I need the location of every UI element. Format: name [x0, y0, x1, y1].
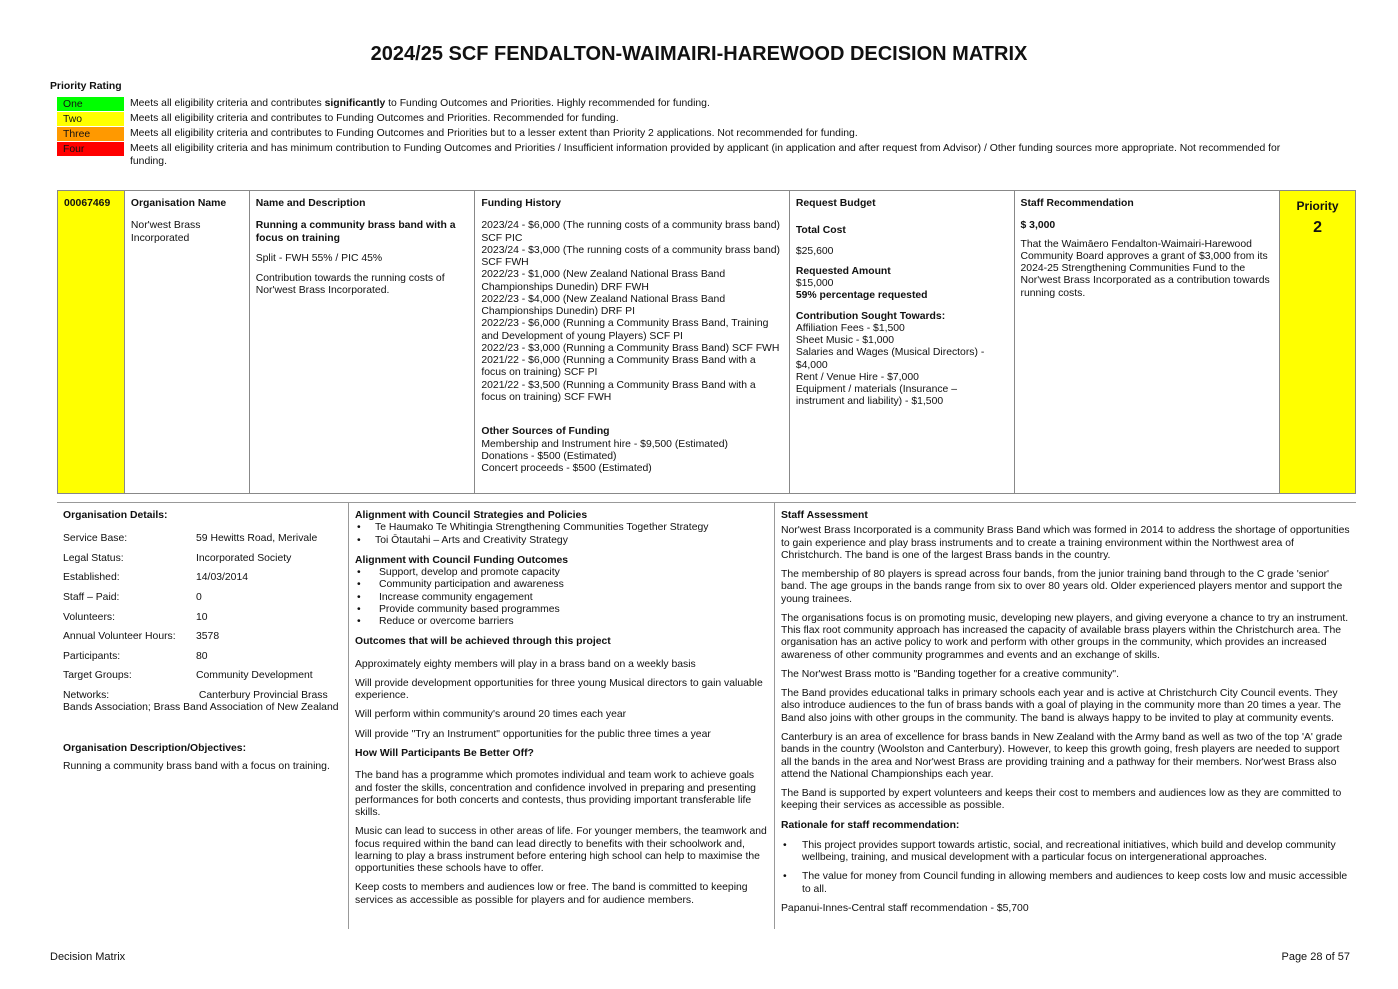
legend-row-three — [57, 127, 1317, 142]
assessment-paragraph: Canterbury is an area of excellence for brass bands in New Zealand with the Army band as well as two of the top 'A' grade bands in the country (Woolston and Canterbury). However, to keep this growth going, fresh players are needed to support all the bands in the area and Nor'west Brass are providing training and a pathway for their members. Nor'west Brass also attend the National Championships each year. — [781, 731, 1343, 780]
detail-row: Staff – Paid: 0 — [63, 591, 202, 603]
name-description-cell — [250, 191, 476, 493]
organisation-details-column — [57, 503, 348, 929]
funding-history-item: 2023/24 - $6,000 (The running costs of a community brass band) SCF PIC — [481, 220, 780, 244]
funding-history-item: 2022/23 - $3,000 (Running a Community Brass Band) SCF FWH — [481, 342, 780, 354]
organisation-name-header: Organisation Name — [130, 198, 227, 209]
staff-assessment-heading: Staff Assessment — [781, 510, 868, 521]
funding-outcomes-list — [355, 567, 768, 628]
project-description: Contribution towards the running costs of Nor'west Brass Incorporated. — [255, 273, 445, 297]
staff-recommendation-header: Staff Recommendation — [1020, 198, 1134, 209]
rationale-list — [781, 840, 1350, 896]
assessment-paragraph: The Band is supported by expert volunteers and keeps their cost to members and audiences low as they are committed to keeping their services as accessible as possible. — [781, 788, 1342, 812]
footer-page-number: Page 28 of 57 — [1281, 951, 1350, 963]
legend-swatch-one: One — [57, 97, 124, 112]
organisation-description: Running a community brass band with a focus on training. — [63, 760, 330, 772]
outcomes-achieved-heading: Outcomes that will be achieved through this project — [355, 636, 611, 648]
detail-row: Annual Volunteer Hours: 3578 — [63, 631, 220, 643]
application-summary-row — [57, 190, 1356, 494]
outcome-achieved-item: Will perform within community's around 20 times each year — [355, 709, 627, 721]
better-off-paragraph: Music can lead to success in other areas of life. For younger members, the teamwork and focus required within the band can lead directly to benefits with their schoolwork and, learning to play a brass instrument before entering high school can help to maximise the opportunities these schools have to offer. — [355, 826, 767, 875]
staff-recommendation-cell — [1015, 191, 1281, 493]
funding-outcome-item: • Community participation and awareness — [355, 579, 768, 591]
detail-row: Service Base: 59 Hewitts Road, Merivale — [63, 533, 318, 545]
organisation-name: Nor'west Brass Incorporated — [130, 220, 201, 244]
funding-history-item: 2021/22 - $3,500 (Running a Community Brass Band with a focus on training) SCF FWH — [481, 379, 756, 403]
request-budget-cell — [790, 191, 1015, 493]
legend-swatch-two: Two — [57, 112, 124, 127]
assessment-paragraph: The Band provides educational talks in primary schools each year and is active at Christchurch City Council events. They also introduce audiences to the fun of brass bands with a goal of playing in the community more than 20 times a year. The Band also joins with other groups in the community. The band is always happy to be invited to play at community events. — [781, 688, 1342, 724]
legend-text-four: Meets all eligibility criteria and has minimum contribution to Funding Outcomes and Priorities / Insufficient information provided by applicant (in application and after request from Advisor) / Other funding sources more appropriate. Not recommended for funding. — [130, 143, 1281, 167]
legend-text-one: Meets all eligibility criteria and contributes significantly to Funding Outcomes and Priorities. Highly recommended for funding. — [130, 98, 710, 109]
legend-row-two — [57, 112, 1317, 127]
priority-cell — [1280, 191, 1355, 493]
strategy-item: • Te Haumako Te Whitingia Strengthening Communities Together Strategy — [355, 522, 768, 534]
outcome-achieved-item: Will provide "Try an Instrument" opportunities for the public three times a year — [355, 728, 711, 740]
better-off-paragraph: Keep costs to members and audiences low or free. The band is committed to keeping services as accessible as possible for players and for audience members. — [355, 882, 748, 906]
rationale-item: • The value for money from Council funding in allowing members and audiences to keep costs low and music accessible to all. — [781, 871, 1350, 896]
contribution-item: Rent / Venue Hire - $7,000 — [795, 371, 919, 383]
funding-history-item: 2022/23 - $4,000 (New Zealand National Brass Band Championships Dunedin) DRF PI — [481, 293, 726, 318]
detail-row: Volunteers: 10 — [63, 611, 208, 623]
legend-swatch-three: Three — [57, 127, 124, 142]
organisation-cell — [125, 191, 250, 493]
networks-row: Networks: Canterbury Provincial Brass Bands Association; Brass Band Association of New Zealand — [63, 689, 339, 714]
legend-text-three: Meets all eligibility criteria and contributes to Funding Outcomes and Priorities but to a lesser extent than Priority 2 applications. Not recommended for funding. — [130, 128, 858, 139]
other-source-item: Donations - $500 (Estimated) — [481, 450, 617, 462]
funding-outcome-item: • Support, develop and promote capacity — [355, 567, 768, 579]
funding-history-item: 2021/22 - $6,000 (Running a Community Brass Band with a focus on training) SCF PI — [481, 355, 756, 379]
rationale-heading: Rationale for staff recommendation: — [781, 819, 960, 831]
strategy-item: • Toi Ōtautahi – Arts and Creativity Strategy — [355, 535, 768, 547]
other-source-item: Concert proceeds - $500 (Estimated) — [481, 463, 652, 475]
request-budget-header: Request Budget — [795, 198, 876, 209]
contribution-item: Sheet Music - $1,000 — [795, 335, 895, 347]
requested-amount-label: Requested Amount — [795, 265, 891, 277]
total-cost-label: Total Cost — [795, 225, 846, 237]
detail-row: Target Groups: Community Development — [63, 670, 313, 682]
total-cost-value: $25,600 — [795, 245, 834, 257]
funding-history-item: 2023/24 - $3,000 (The running costs of a community brass band) SCF FWH — [481, 244, 780, 269]
page-title: 2024/25 SCF FENDALTON-WAIMAIRI-HAREWOOD DECISION MATRIX — [370, 43, 1028, 65]
funding-outcome-item: • Provide community based programmes — [355, 604, 768, 616]
contribution-item: Salaries and Wages (Musical Directors) - $4,000 — [795, 347, 985, 371]
funding-outcome-item: • Increase community engagement — [355, 592, 768, 604]
strategies-list — [355, 522, 768, 547]
legend-row-four — [57, 142, 1317, 168]
project-title: Running a community brass band with a focus on training — [255, 220, 456, 244]
funding-split: Split - FWH 55% / PIC 45% — [255, 252, 383, 264]
priority-legend — [57, 97, 1317, 168]
legend-text-two: Meets all eligibility criteria and contributes to Funding Outcomes and Priorities. Recommended for funding. — [130, 113, 619, 124]
assessment-paragraph: The Nor'west Brass motto is "Banding together for a creative community". — [781, 668, 1119, 680]
percentage-requested: 59% percentage requested — [795, 290, 928, 302]
funding-outcomes-heading: Alignment with Council Funding Outcomes — [355, 554, 568, 566]
assessment-paragraph: The organisations focus is on promoting music, developing new players, and giving everyone a chance to try an instrument. This flax root community approach has increased the capacity of available brass players within the Christchurch area. The organisation has an active policy to work and perform with other groups in the community, which provides an increased awareness of other community programmes and events and an exchange of skills. — [781, 612, 1349, 661]
assessment-paragraph: Nor'west Brass Incorporated is a community Brass Band which was formed in 2014 to address the shortage of opportunities to gain experience and play brass instruments and to create a training environment within the Northwest area of Christchurch. The band is one of the largest Brass bands in the country. — [781, 525, 1350, 561]
funding-history-header: Funding History — [481, 198, 562, 209]
outcome-achieved-item: Will provide development opportunities for three young Musical directors to gain valuable experience. — [355, 677, 763, 702]
staff-recommendation-text: That the Waimāero Fendalton-Waimairi-Harewood Community Board approves a grant of $3,000 from its 2024-25 Strengthening Communities Fund to the Nor'west Brass Incorporated as a contribution towards running costs. — [1020, 238, 1270, 299]
details-section — [57, 502, 1356, 928]
rationale-item: • This project provides support towards artistic, social, and recreational initiatives, which build and develop community wellbeing, training, and musical development with a particular focus on intergenerational approaches. — [781, 840, 1350, 865]
application-id-cell — [58, 191, 125, 493]
legend-row-one — [57, 97, 1317, 112]
detail-row: Legal Status: Incorporated Society — [63, 552, 292, 564]
better-off-heading: How Will Participants Be Better Off? — [355, 747, 534, 759]
staff-assessment-column — [774, 503, 1356, 929]
other-source-item: Membership and Instrument hire - $9,500 (Estimated) — [481, 438, 728, 450]
funding-outcome-item: • Reduce or overcome barriers — [355, 616, 768, 628]
name-description-header: Name and Description — [255, 198, 366, 209]
application-id: 00067469 — [64, 198, 111, 209]
priority-value: 2 — [1313, 219, 1322, 237]
organisation-details-heading: Organisation Details: — [63, 510, 168, 521]
contribution-item: Equipment / materials (Insurance – instrument and liability) - $1,500 — [795, 384, 957, 408]
outcome-achieved-item: Approximately eighty members will play in a brass band on a weekly basis — [355, 658, 696, 670]
legend-swatch-four: Four — [57, 142, 124, 157]
better-off-paragraph: The band has a programme which promotes individual and team work to achieve goals and foster the skills, concentration and confidence involved in preparing and presenting performances for both concerts and contests, thus providing important transferable life skills. — [355, 770, 756, 819]
funding-history-item: 2022/23 - $6,000 (Running a Community Brass Band, Training and Development of young Players) SCF PI — [481, 318, 769, 342]
priority-rating-heading: Priority Rating — [50, 81, 122, 92]
requested-amount-value: $15,000 — [795, 278, 834, 290]
detail-row: Established: 14/03/2014 — [63, 572, 249, 584]
funding-history-item: 2022/23 - $1,000 (New Zealand National Brass Band Championships Dunedin) DRF FWH — [481, 269, 726, 293]
other-board-recommendation: Papanui-Innes-Central staff recommendation - $5,700 — [781, 902, 1029, 914]
footer-document-title: Decision Matrix — [50, 951, 126, 963]
contribution-item: Affiliation Fees - $1,500 — [795, 322, 905, 334]
strategies-heading: Alignment with Council Strategies and Policies — [355, 510, 588, 521]
staff-recommendation-amount: $ 3,000 — [1020, 220, 1056, 232]
organisation-description-heading: Organisation Description/Objectives: — [63, 743, 247, 755]
detail-row: Participants: 80 — [63, 650, 208, 662]
assessment-paragraph: The membership of 80 players is spread across four bands, from the junior training band through to the C grade 'senior' band. The age groups in the bands range from six to over 80 years old. Older experienced players mentor and support the young trainees. — [781, 569, 1343, 605]
other-sources-header: Other Sources of Funding — [481, 426, 610, 438]
priority-header: Priority — [1296, 199, 1339, 213]
funding-history-cell — [475, 191, 790, 493]
contribution-label: Contribution Sought Towards: — [795, 310, 946, 322]
alignment-column — [348, 503, 774, 929]
